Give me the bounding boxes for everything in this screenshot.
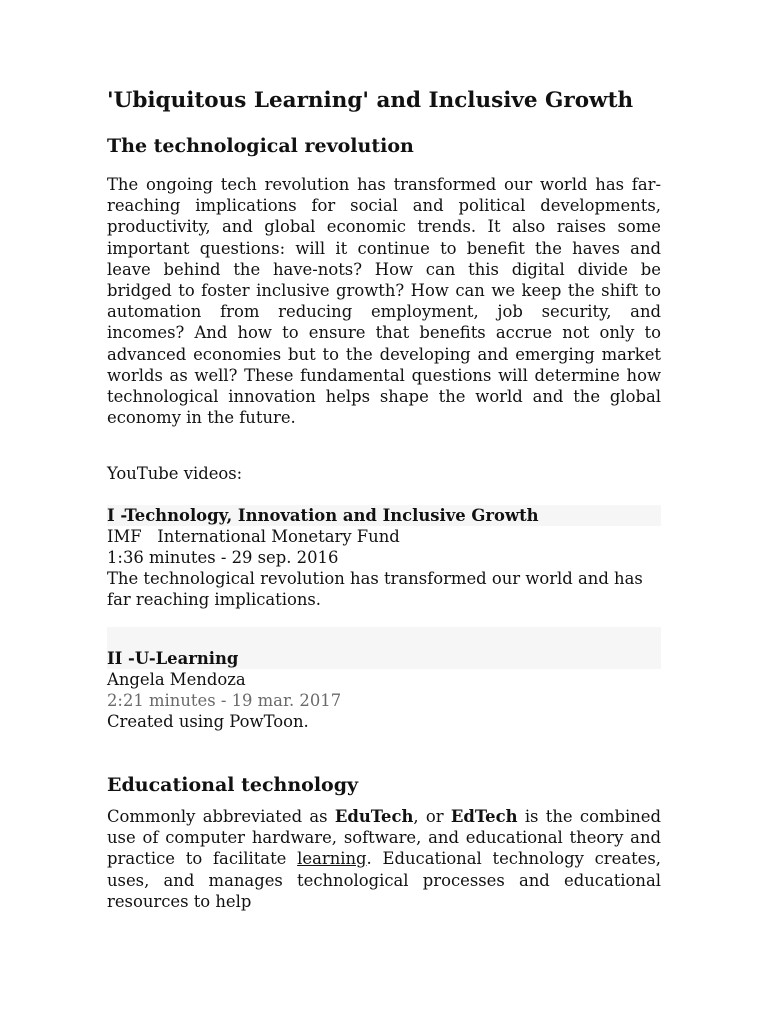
video-entry-2 [107,627,661,732]
video-2-description: Created using PowToon. [107,712,309,731]
edtech-text-2: , or [413,807,451,826]
edtech-text-3: is the combined use of computer hardware, software, and educational theory and practice to facilitate [107,807,661,869]
video-1-description: The technological revolution has transformed our world and has far reaching implications. [107,569,643,609]
youtube-videos-label: YouTube videos: [107,464,243,483]
video-entry-1 [107,505,661,610]
video-1-meta: 1:36 minutes - 29 sep. 2016 [107,548,339,567]
edtech-text-1: Commonly abbreviated as [107,807,335,826]
tech-revolution-paragraph: The ongoing tech revolution has transformed our world has far-reaching implications for social and political developments, productivity, and global economic trends. It also raises some important questions: will it continue to benefit the haves and leave behind the have-nots? How can this digital divide be bridged to foster inclusive growth? How can we keep the shift to automation from reducing employment, job security, and incomes? And how to ensure that benefits accrue not only to advanced economies but to the developing and emerging market worlds as well? These fundamental questions will determine how technological innovation helps shape the world and the global economy in the future. [107,175,661,428]
edtech-term: EdTech [450,807,518,826]
video-2-meta: 2:21 minutes - 19 mar. 2017 [107,691,342,710]
page-title: 'Ubiquitous Learning' and Inclusive Growth [107,88,634,113]
video-1-title: I -Technology, Innovation and Inclusive Growth [107,505,661,526]
edtech-paragraph [107,806,661,912]
video-1-author: IMF International Monetary Fund [107,527,400,546]
video-2-author: Angela Mendoza [107,670,246,689]
section-heading-tech-revolution: The technological revolution [107,135,414,157]
edutech-term: EduTech [334,807,414,826]
section-heading-educational-technology: Educational technology [107,774,359,796]
video-2-title: II -U-Learning [107,648,661,669]
edtech-text-4: . Educational technology creates, uses, and manages technological processes and educational resources to help [107,849,661,911]
learning-link[interactable]: learning [297,849,367,869]
video-2-shaded-spacer [107,627,661,648]
